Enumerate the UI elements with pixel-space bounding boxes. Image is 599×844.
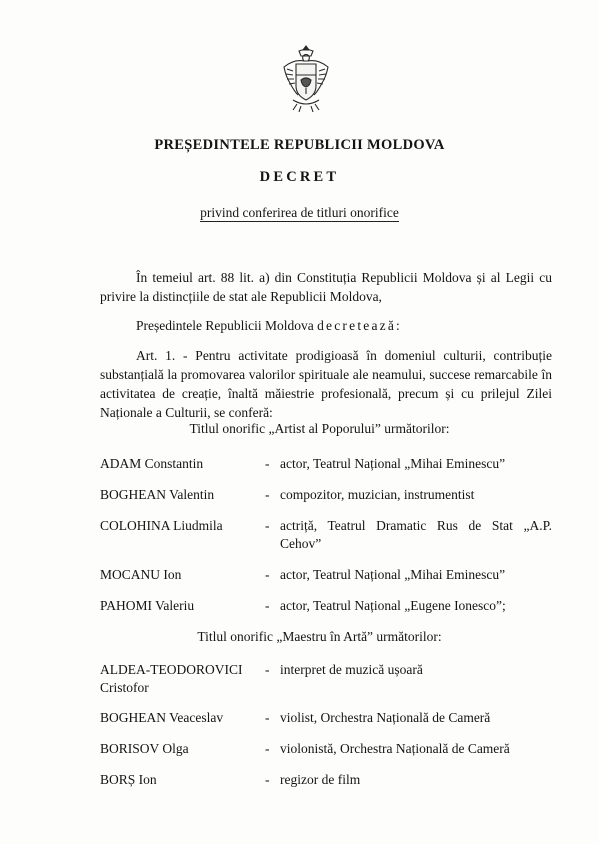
person-role: violist, Orchestra Națională de Cameră	[280, 710, 491, 725]
subject-text: privind conferirea de titluri onorifice	[200, 205, 399, 220]
person-role: actor, Teatrul Național „Eugene Ionesco”;	[280, 598, 506, 613]
person-name: BOGHEAN Valentin	[100, 487, 215, 502]
person-name: MOCANU Ion	[100, 567, 182, 582]
dash-separator: -	[265, 598, 270, 613]
section-heading-maestru-in-arta: Titlul onorific „Maestru în Artă” următorilor:	[197, 629, 442, 644]
decree-intro-plain: Președintele Republicii Moldova	[136, 318, 314, 333]
coat-of-arms-icon	[279, 42, 333, 114]
person-role: actriță, Teatrul Dramatic Rus de Stat „A.P. Cehov”	[280, 518, 552, 551]
person-name: BORȘ Ion	[100, 772, 157, 787]
dash-separator: -	[265, 456, 270, 471]
dash-separator: -	[265, 710, 270, 725]
dash-separator: -	[265, 567, 270, 582]
dash-separator: -	[265, 662, 270, 677]
section-heading-artist-poporului: Titlul onorific „Artist al Poporului” următorilor:	[189, 421, 450, 436]
person-name: ALDEA-TEODOROVICI Cristofor	[100, 662, 243, 695]
dash-separator: -	[265, 772, 270, 787]
preamble-paragraph: În temeiul art. 88 lit. a) din Constituția Republicii Moldova și al Legii cu privire la distincțiile de stat ale Republicii Moldova,	[100, 270, 552, 304]
person-name: BORISOV Olga	[100, 741, 189, 756]
decree-intro-spaced: decretează:	[317, 318, 402, 333]
person-role: compozitor, muzician, instrumentist	[280, 487, 475, 502]
document-subject	[0, 205, 599, 221]
dash-separator: -	[265, 518, 270, 533]
person-name: PAHOMI Valeriu	[100, 598, 195, 613]
person-role: violonistă, Orchestra Națională de Cameră	[280, 741, 510, 756]
dash-separator: -	[265, 487, 270, 502]
person-name: ADAM Constantin	[100, 456, 204, 471]
person-name: COLOHINA Liudmila	[100, 518, 223, 533]
dash-separator: -	[265, 741, 270, 756]
person-role: regizor de film	[280, 772, 361, 787]
document-type: DECRET	[259, 169, 340, 185]
person-role: actor, Teatrul Național „Mihai Eminescu”	[280, 456, 506, 471]
person-role: interpret de muzică ușoară	[280, 662, 423, 677]
article-1: Art. 1. - Pentru activitate prodigioasă în domeniul culturii, contribuție substanțială la promovarea valorilor spirituale ale neamului, succese remarcabile în activitatea de creație, înaltă măiestrie profesională, precum și cu prilejul Zilei Naționale a Culturii, se conferă:	[100, 348, 552, 420]
person-name: BOGHEAN Veaceslav	[100, 710, 224, 725]
decree-intro	[100, 316, 552, 335]
person-role: actor, Teatrul Național „Mihai Eminescu”	[280, 567, 506, 582]
institution-title: PREȘEDINTELE REPUBLICII MOLDOVA	[154, 137, 445, 153]
